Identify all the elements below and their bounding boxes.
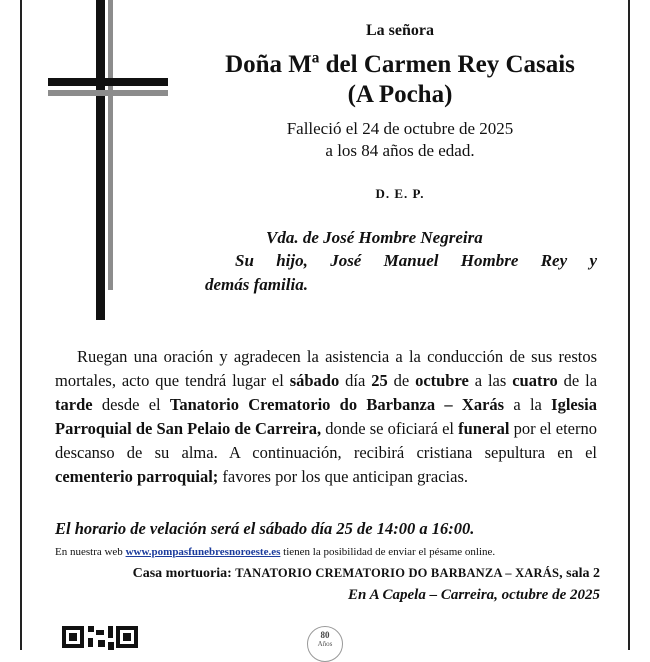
anniversary-seal-icon: 80 Años <box>307 626 343 650</box>
wake-schedule: El horario de velación será el sábado día 25 de 14:00 a 16:00. <box>55 519 475 538</box>
deceased-nickname: (A Pocha) <box>347 81 453 108</box>
page-border-right <box>628 0 630 650</box>
page-border-left <box>20 0 22 650</box>
deceased-name-line1: Doña Mª del Carmen Rey Casais <box>225 51 575 78</box>
family-rest: demás familia. <box>205 275 308 294</box>
funeral-home: Casa mortuoria: TANATORIO CREMATORIO DO BARBANZA – XARÁS, sala 2 <box>132 566 600 581</box>
qr-code-icon[interactable] <box>62 620 142 650</box>
family-widower: Vda. de José Hombre Negreira <box>266 228 483 247</box>
web-note: En nuestra web www.pompasfunebresnoroeste.es tienen la posibilidad de enviar el pésame online. <box>55 546 496 558</box>
deceased-name <box>180 50 620 110</box>
place-date: En A Capela – Carreira, octubre de 2025 <box>348 587 600 603</box>
funeral-home-name: TANATORIO CREMATORIO DO BARBANZA – XARÁS <box>235 566 560 580</box>
dep-text: D. E. P. <box>375 186 425 201</box>
family-son: Su hijo, José Manuel Hombre Rey y <box>235 251 597 270</box>
death-info <box>180 118 620 162</box>
death-age: a los 84 años de edad. <box>325 141 475 160</box>
announcement-body: Ruegan una oración y agradecen la asistencia a la conducción de sus restos mortales, acto que tendrá lugar el sábado día 25 de octubre a las cuatro de la tarde desde el Tanatorio Crematorio do Barbanza – Xarás a la Iglesia Parroquial de San Pelaio de Carreira, donde se oficiará el funeral por el eterno descanso de su alma. A continuación, recibirá cristiana sepultura en el cementerio parroquial; favores por los que anticipan gracias. <box>55 347 598 486</box>
death-date: Falleció el 24 de octubre de 2025 <box>286 119 514 138</box>
website-link[interactable]: www.pompasfunebresnoroeste.es <box>125 546 281 558</box>
intro-text: La señora <box>366 22 434 39</box>
